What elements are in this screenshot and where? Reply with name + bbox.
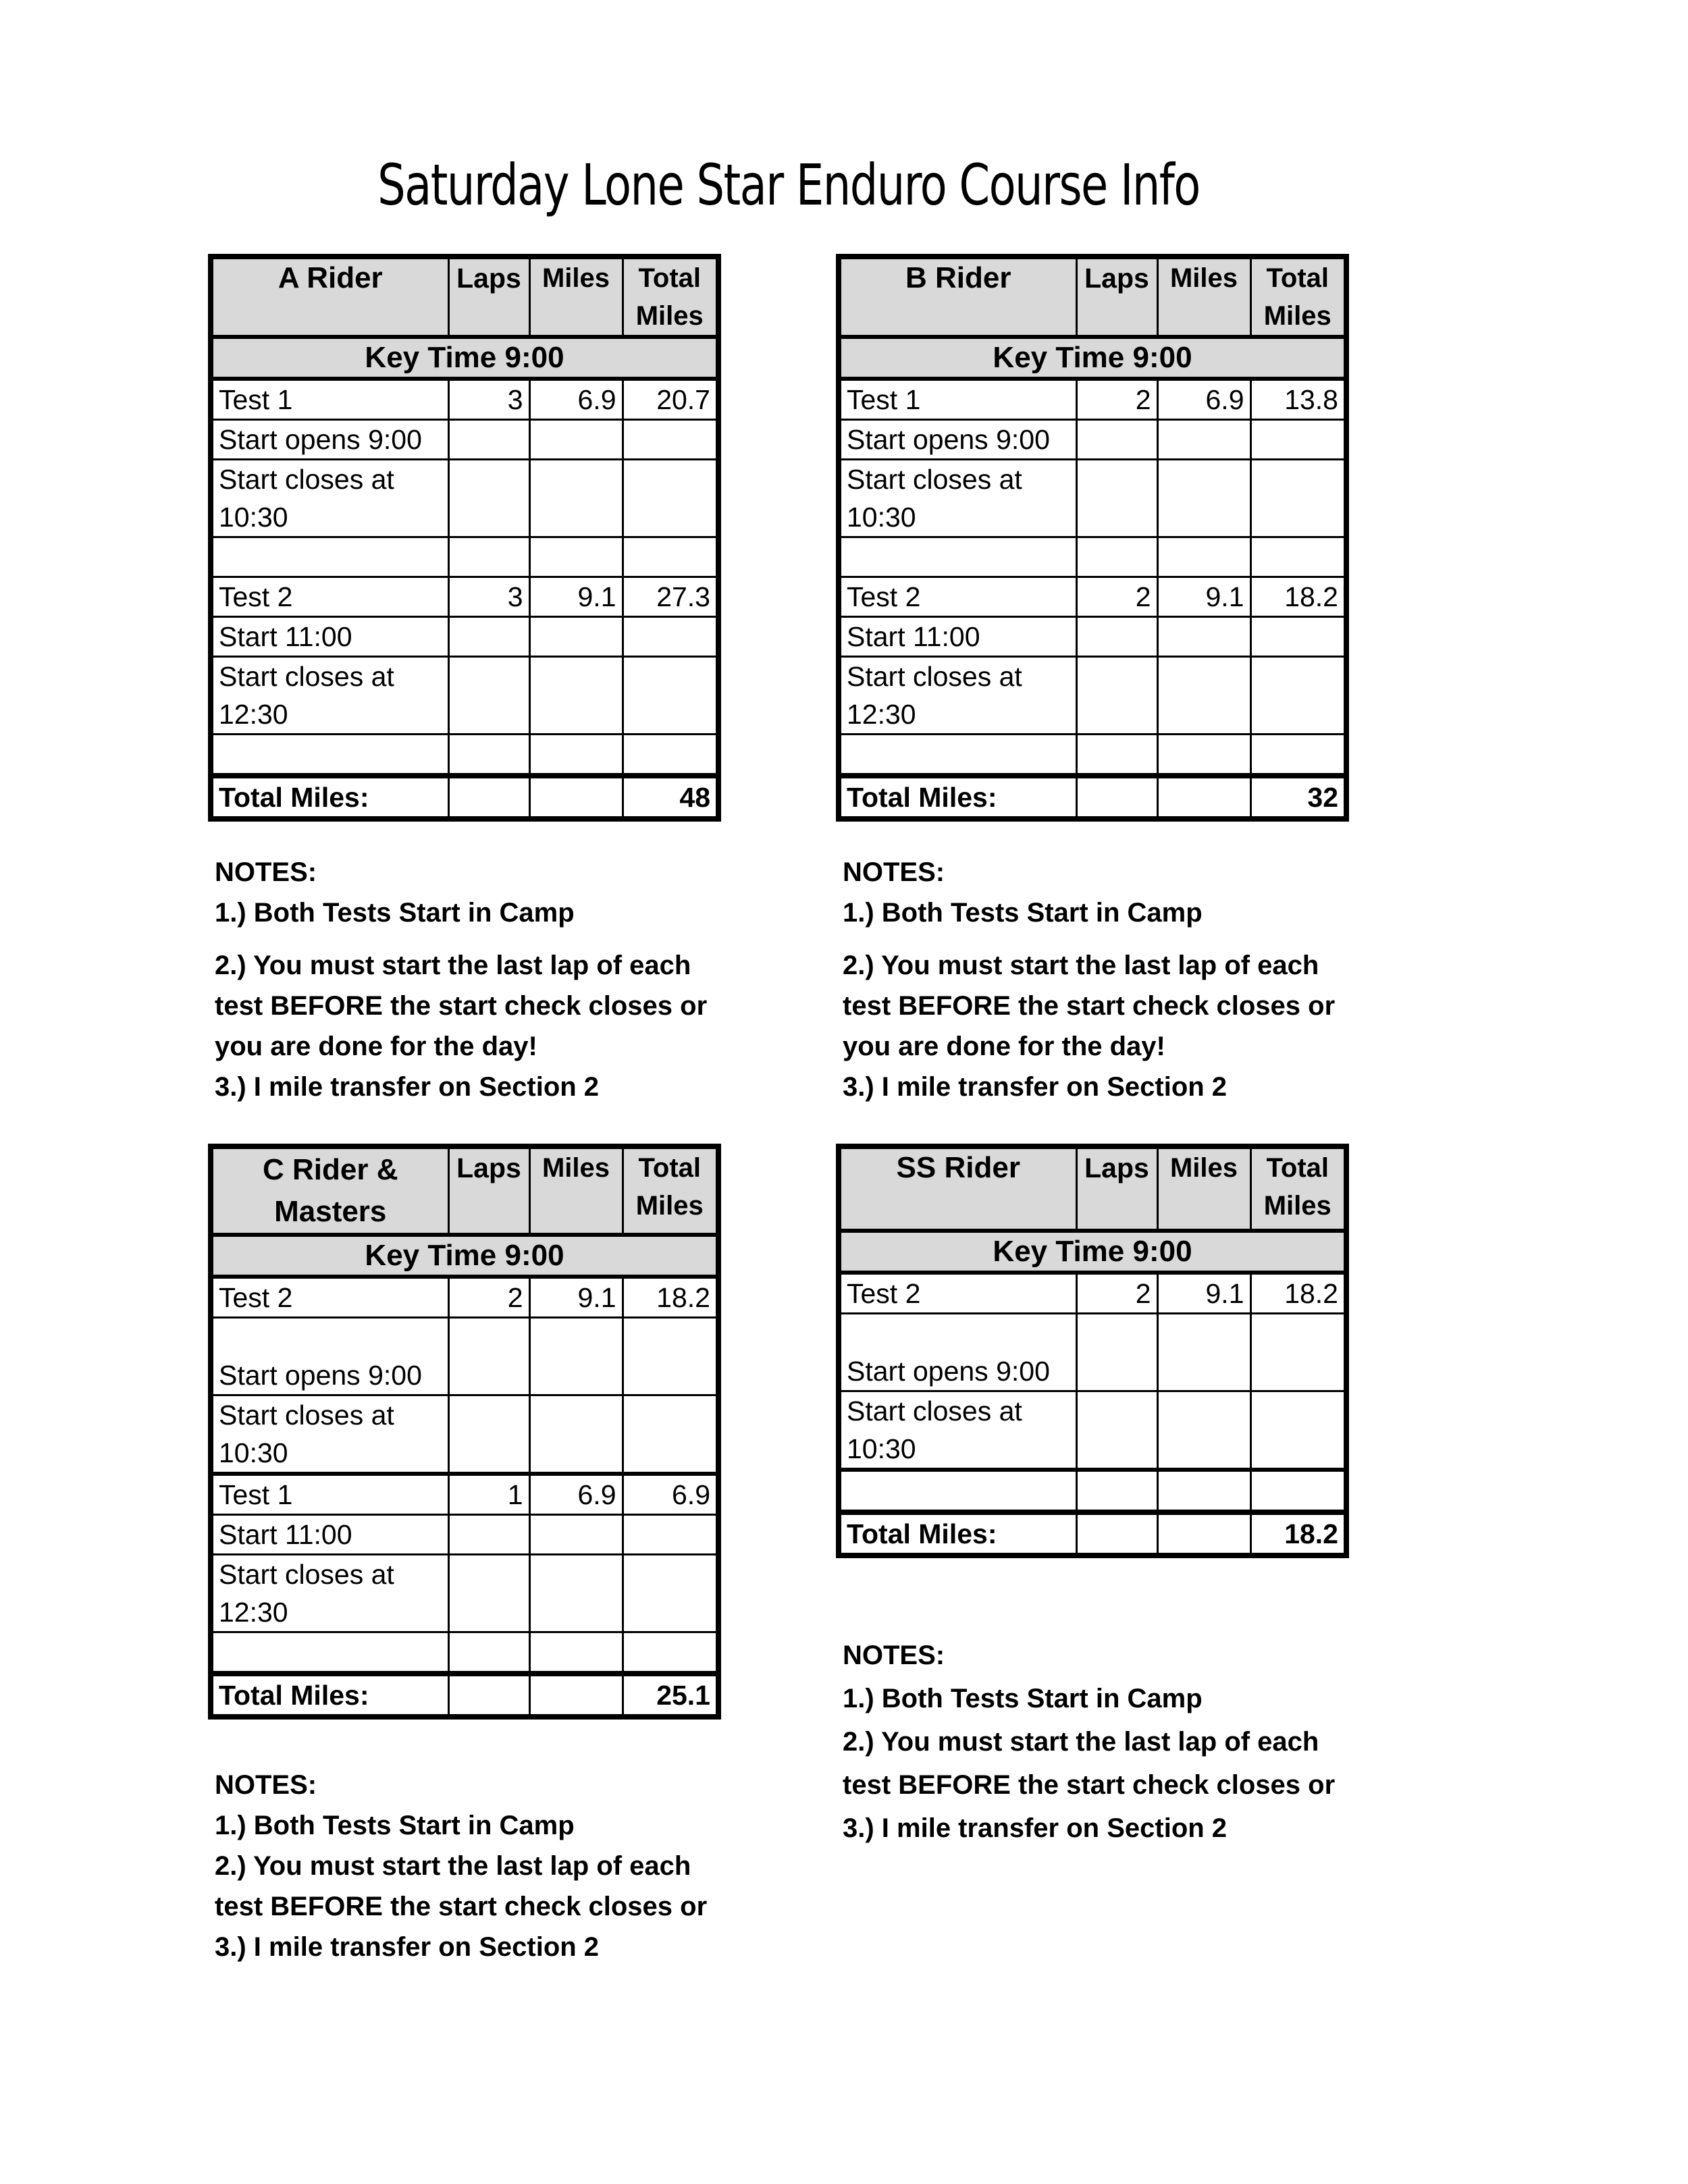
laps-cell: 1 — [448, 1474, 529, 1515]
miles-cell — [529, 460, 623, 537]
miles-cell — [529, 537, 623, 577]
total-cell — [1250, 1314, 1346, 1391]
laps-cell — [448, 1318, 529, 1395]
total-cell — [1250, 460, 1346, 537]
table-row — [211, 379, 718, 420]
table-row — [211, 460, 718, 537]
notes-heading: NOTES: — [843, 1641, 945, 1670]
note-line: 2.) You must start the last lap of each — [843, 1727, 1319, 1757]
key-time: Key Time 9:00 — [211, 1235, 718, 1277]
row-label: Start 11:00 — [211, 1515, 448, 1555]
table-row — [211, 735, 718, 776]
total-miles-header: Total Miles — [623, 1146, 718, 1235]
row-label: Test 2 — [839, 1273, 1076, 1314]
table-row — [211, 617, 718, 657]
total-cell — [623, 1555, 718, 1632]
table-row — [211, 1318, 718, 1395]
laps-cell — [1076, 735, 1157, 776]
b-rider-table — [836, 254, 1349, 822]
miles-cell: 9.1 — [1157, 1273, 1250, 1314]
total-miles-header: Total Miles — [1250, 1146, 1346, 1231]
total-cell — [1250, 1470, 1346, 1512]
miles-cell — [529, 420, 623, 460]
laps-cell — [448, 1632, 529, 1674]
table-row — [211, 1277, 718, 1318]
miles-cell — [1157, 460, 1250, 537]
total-cell: 27.3 — [623, 577, 718, 617]
row-label: Test 2 — [839, 577, 1076, 617]
miles-cell: 9.1 — [1157, 577, 1250, 617]
total-miles-header: Total Miles — [623, 257, 718, 337]
row-label: Start closes at 10:30 — [839, 460, 1076, 537]
total-label: Total Miles: — [839, 1512, 1076, 1555]
total-value: 18.2 — [1250, 1512, 1346, 1555]
table-row — [839, 537, 1346, 577]
miles-cell — [1157, 537, 1250, 577]
laps-cell — [448, 1515, 529, 1555]
laps-cell: 2 — [1076, 577, 1157, 617]
total-label: Total Miles: — [839, 776, 1076, 819]
miles-cell — [1157, 1470, 1250, 1512]
row-label: Start closes at 10:30 — [839, 1391, 1076, 1470]
row-label: Test 1 — [211, 379, 448, 420]
laps-header: Laps — [1076, 257, 1157, 337]
notes-heading: NOTES: — [843, 857, 945, 887]
b-rider-notes — [843, 852, 1335, 1107]
laps-cell — [1076, 1314, 1157, 1391]
total-label: Total Miles: — [211, 776, 448, 819]
total-miles-header: Total Miles — [1250, 257, 1346, 337]
total-cell — [1250, 735, 1346, 776]
total-label: Total Miles: — [211, 1674, 448, 1717]
miles-cell — [1157, 420, 1250, 460]
row-label: Start closes at 12:30 — [211, 1555, 448, 1632]
row-label — [211, 537, 448, 577]
note-line: 1.) Both Tests Start in Camp — [843, 898, 1203, 928]
miles-cell — [529, 1395, 623, 1474]
laps-cell — [1076, 460, 1157, 537]
total-cell: 13.8 — [1250, 379, 1346, 420]
total-cell — [623, 460, 718, 537]
miles-cell: 6.9 — [529, 1474, 623, 1515]
miles-header: Miles — [1157, 257, 1250, 337]
table-row — [211, 1555, 718, 1632]
row-label: Start closes at 12:30 — [839, 657, 1076, 735]
table-row — [839, 735, 1346, 776]
total-row — [839, 1512, 1346, 1555]
total-cell — [623, 1632, 718, 1674]
table-row — [839, 1314, 1346, 1391]
total-cell — [623, 735, 718, 776]
total-cell — [1250, 1391, 1346, 1470]
laps-header: Laps — [448, 1146, 529, 1235]
laps-cell — [448, 657, 529, 735]
row-label: Start opens 9:00 — [211, 420, 448, 460]
total-cell — [623, 1395, 718, 1474]
table-row — [839, 379, 1346, 420]
row-label: Start closes at 12:30 — [211, 657, 448, 735]
total-value: 48 — [623, 776, 718, 819]
laps-cell — [448, 1555, 529, 1632]
c-rider-table — [208, 1144, 721, 1720]
miles-cell — [1157, 735, 1250, 776]
miles-header: Miles — [529, 257, 623, 337]
total-cell — [623, 1515, 718, 1555]
laps-cell: 2 — [1076, 1273, 1157, 1314]
total-cell — [623, 537, 718, 577]
a-rider-table — [208, 254, 721, 822]
miles-header: Miles — [529, 1146, 623, 1235]
table-row — [211, 1632, 718, 1674]
laps-cell — [448, 735, 529, 776]
note-line: test BEFORE the start check closes or — [843, 1770, 1336, 1800]
table-row — [211, 537, 718, 577]
note-line: 2.) You must start the last lap of each — [215, 951, 691, 980]
miles-cell — [529, 1515, 623, 1555]
laps-header: Laps — [1076, 1146, 1157, 1231]
table-row — [839, 617, 1346, 657]
note-line: you are done for the day! — [215, 1032, 537, 1061]
note-line: 1.) Both Tests Start in Camp — [215, 898, 575, 928]
table-row — [211, 420, 718, 460]
laps-cell: 3 — [448, 379, 529, 420]
table-row — [839, 1470, 1346, 1512]
laps-cell — [1076, 1391, 1157, 1470]
key-time: Key Time 9:00 — [839, 337, 1346, 379]
note-line: you are done for the day! — [843, 1032, 1165, 1061]
miles-cell — [529, 735, 623, 776]
miles-cell: 6.9 — [529, 379, 623, 420]
row-label — [211, 1632, 448, 1674]
table-row — [839, 420, 1346, 460]
c-rider-name: C Rider & Masters — [211, 1146, 448, 1235]
laps-cell — [448, 537, 529, 577]
laps-cell — [448, 617, 529, 657]
note-line: 2.) You must start the last lap of each — [215, 1851, 691, 1881]
b-rider-name: B Rider — [839, 257, 1076, 337]
table-row — [211, 1515, 718, 1555]
row-label: Test 1 — [839, 379, 1076, 420]
note-line: test BEFORE the start check closes or — [843, 991, 1336, 1021]
row-label: Start opens 9:00 — [211, 1318, 448, 1395]
table-row — [211, 657, 718, 735]
total-cell — [623, 657, 718, 735]
row-label — [211, 735, 448, 776]
laps-cell — [448, 420, 529, 460]
note-line: 1.) Both Tests Start in Camp — [215, 1811, 575, 1840]
note-line: 1.) Both Tests Start in Camp — [843, 1684, 1203, 1713]
laps-header: Laps — [448, 257, 529, 337]
key-time: Key Time 9:00 — [839, 1231, 1346, 1273]
table-row — [839, 657, 1346, 735]
table-row — [211, 577, 718, 617]
row-label — [839, 537, 1076, 577]
row-label: Test 2 — [211, 1277, 448, 1318]
row-label: Test 2 — [211, 577, 448, 617]
note-line: 3.) I mile transfer on Section 2 — [843, 1813, 1228, 1843]
total-row — [211, 776, 718, 819]
laps-cell — [1076, 420, 1157, 460]
note-line: 3.) I mile transfer on Section 2 — [215, 1932, 600, 1962]
laps-cell — [1076, 617, 1157, 657]
miles-cell: 6.9 — [1157, 379, 1250, 420]
laps-cell — [1076, 657, 1157, 735]
row-label: Start opens 9:00 — [839, 420, 1076, 460]
row-label — [839, 1470, 1076, 1512]
row-label: Start 11:00 — [211, 617, 448, 657]
row-label — [839, 735, 1076, 776]
miles-cell — [1157, 1314, 1250, 1391]
miles-cell — [529, 1555, 623, 1632]
row-label: Start closes at 10:30 — [211, 460, 448, 537]
page-title: Saturday Lone Star Enduro Course Info — [377, 152, 1200, 218]
laps-cell — [448, 1395, 529, 1474]
ss-rider-notes — [843, 1634, 1335, 1850]
total-cell — [1250, 537, 1346, 577]
total-cell — [1250, 617, 1346, 657]
note-line: 2.) You must start the last lap of each — [843, 951, 1319, 980]
total-cell: 6.9 — [623, 1474, 718, 1515]
miles-cell: 9.1 — [529, 577, 623, 617]
miles-cell — [529, 657, 623, 735]
laps-cell — [1076, 537, 1157, 577]
total-cell: 18.2 — [1250, 1273, 1346, 1314]
laps-cell: 2 — [448, 1277, 529, 1318]
total-value: 32 — [1250, 776, 1346, 819]
a-rider-name: A Rider — [211, 257, 448, 337]
total-cell: 18.2 — [1250, 577, 1346, 617]
total-value: 25.1 — [623, 1674, 718, 1717]
total-cell — [1250, 657, 1346, 735]
miles-cell — [1157, 657, 1250, 735]
total-cell: 18.2 — [623, 1277, 718, 1318]
note-line: 3.) I mile transfer on Section 2 — [215, 1072, 600, 1102]
table-row — [211, 1395, 718, 1474]
ss-rider-name: SS Rider — [839, 1146, 1076, 1231]
row-label: Test 1 — [211, 1474, 448, 1515]
table-row — [839, 577, 1346, 617]
table-row — [839, 1391, 1346, 1470]
a-rider-notes — [215, 852, 707, 1107]
miles-cell — [1157, 1391, 1250, 1470]
total-row — [211, 1674, 718, 1717]
total-cell — [623, 1318, 718, 1395]
miles-cell — [529, 1632, 623, 1674]
miles-cell: 9.1 — [529, 1277, 623, 1318]
table-row — [839, 1273, 1346, 1314]
ss-rider-table — [836, 1144, 1349, 1558]
note-line: 3.) I mile transfer on Section 2 — [843, 1072, 1228, 1102]
key-time: Key Time 9:00 — [211, 337, 718, 379]
notes-heading: NOTES: — [215, 857, 317, 887]
table-row — [211, 1474, 718, 1515]
laps-cell: 2 — [1076, 379, 1157, 420]
total-cell: 20.7 — [623, 379, 718, 420]
row-label: Start closes at 10:30 — [211, 1395, 448, 1474]
row-label: Start 11:00 — [839, 617, 1076, 657]
laps-cell — [448, 460, 529, 537]
miles-cell — [529, 617, 623, 657]
notes-heading: NOTES: — [215, 1770, 317, 1800]
c-rider-notes — [215, 1765, 707, 1967]
miles-cell — [529, 1318, 623, 1395]
total-cell — [623, 420, 718, 460]
laps-cell — [1076, 1470, 1157, 1512]
laps-cell: 3 — [448, 577, 529, 617]
total-cell — [1250, 420, 1346, 460]
miles-header: Miles — [1157, 1146, 1250, 1231]
note-line: test BEFORE the start check closes or — [215, 1892, 708, 1921]
miles-cell — [1157, 617, 1250, 657]
total-row — [839, 776, 1346, 819]
note-line: test BEFORE the start check closes or — [215, 991, 708, 1021]
row-label: Start opens 9:00 — [839, 1314, 1076, 1391]
table-row — [839, 460, 1346, 537]
total-cell — [623, 617, 718, 657]
